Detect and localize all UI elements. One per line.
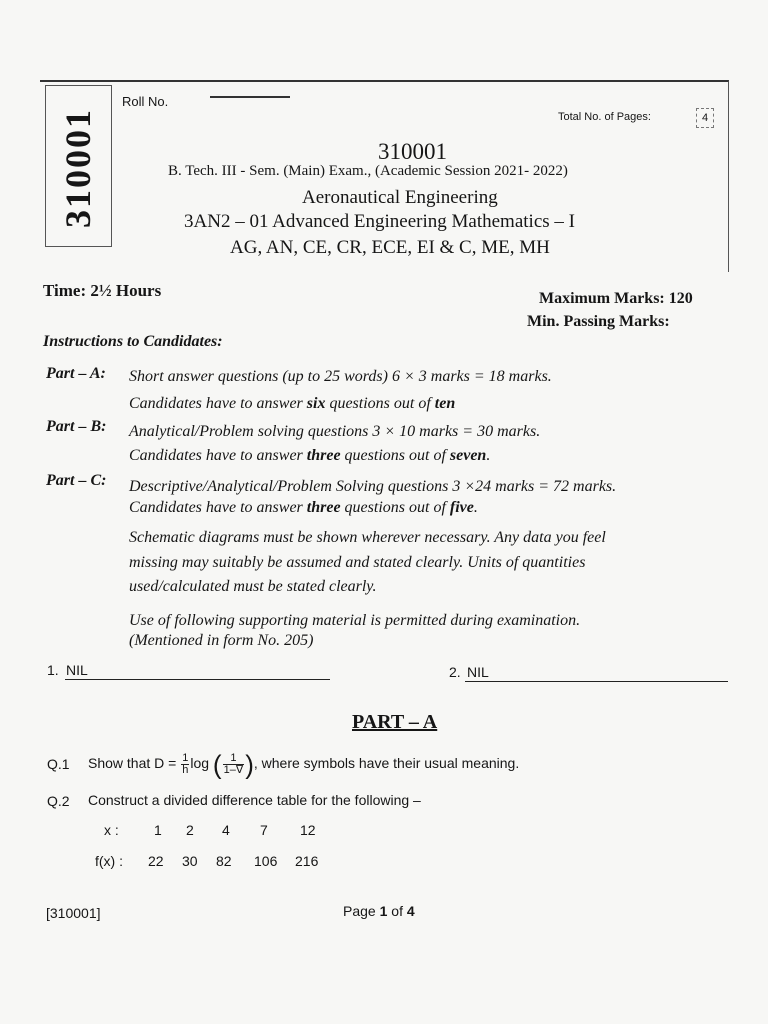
schematic-line1: Schematic diagrams must be shown wherever necessary. Any data you feel	[129, 529, 606, 546]
branches-list: AG, AN, CE, CR, ECE, EI & C, ME, MH	[230, 237, 550, 258]
total-pages-label: Total No. of Pages:	[558, 111, 651, 123]
schematic-line3: used/calculated must be stated clearly.	[129, 578, 377, 595]
table-fx-2: 30	[182, 853, 198, 869]
material-1-value: NIL	[66, 662, 88, 678]
footer-page: Page 1 of 4	[343, 903, 415, 919]
part-c-label: Part – C:	[46, 472, 107, 489]
table-fx-5: 216	[295, 853, 319, 869]
material-1-line	[65, 679, 330, 680]
total-pages-value: 4	[696, 108, 714, 128]
vertical-paper-code-box	[45, 85, 112, 247]
part-c-line1: Descriptive/Analytical/Problem Solving questions 3 ×24 marks = 72 marks.	[129, 478, 617, 495]
roll-no-label: Roll No.	[122, 94, 169, 109]
table-x-2: 2	[186, 822, 194, 838]
schematic-line2: missing may suitably be assumed and stated clearly. Units of quantities	[129, 554, 586, 571]
table-x-3: 4	[222, 822, 230, 838]
part-a-line2: Candidates have to answer six questions out of ten	[129, 395, 456, 412]
q2-number: Q.2	[47, 793, 70, 809]
footer-code: [310001]	[46, 905, 101, 921]
q2-text: Construct a divided difference table for the following –	[88, 792, 421, 808]
part-b-label: Part – B:	[46, 418, 107, 435]
material-2-value: NIL	[467, 664, 489, 680]
part-a-heading: PART – A	[352, 711, 438, 733]
q1-fraction-1: $\frac{1}{h}$	[182, 751, 189, 776]
part-b-line2: Candidates have to answer three questions out of seven.	[129, 447, 491, 464]
vertical-paper-code: 310001	[58, 108, 98, 228]
branch-title: Aeronautical Engineering	[302, 187, 498, 208]
time-label: Time: 2½ Hours	[43, 281, 162, 300]
min-passing-marks: Min. Passing Marks:	[527, 313, 670, 330]
table-fx-label: f(x) :	[95, 853, 123, 869]
material-2-line	[465, 681, 728, 682]
exam-line: B. Tech. III - Sem. (Main) Exam., (Academic Session 2021- 2022)	[168, 163, 568, 179]
material-1-number: 1.	[47, 662, 59, 678]
q1-fraction-2: $\frac{1}{1-\nabla}$	[223, 751, 244, 776]
instructions-heading: Instructions to Candidates:	[43, 333, 223, 350]
max-marks: Maximum Marks: 120	[539, 290, 693, 307]
q1-text: Show that D = $\frac{1}{h}$ log ( $\frac{1}{1-\nabla}$ ), where symbols have their usual meaning.	[88, 749, 520, 780]
table-fx-1: 22	[148, 853, 164, 869]
table-x-5: 12	[300, 822, 316, 838]
material-2-number: 2.	[449, 664, 461, 680]
subject-title: 3AN2 – 01 Advanced Engineering Mathematics – I	[184, 211, 575, 232]
material-line1: Use of following supporting material is permitted during examination.	[129, 612, 581, 629]
table-fx-4: 106	[254, 853, 278, 869]
part-c-line2: Candidates have to answer three questions out of five.	[129, 499, 478, 516]
material-line2: (Mentioned in form No. 205)	[129, 632, 314, 649]
paper-code: 310001	[378, 139, 447, 164]
table-x-label: x :	[104, 822, 119, 838]
table-fx-3: 82	[216, 853, 232, 869]
roll-no-line	[210, 96, 290, 98]
part-a-line1: Short answer questions (up to 25 words) 6 × 3 marks = 18 marks.	[129, 368, 552, 385]
table-x-1: 1	[154, 822, 162, 838]
q1-number: Q.1	[47, 756, 70, 772]
table-x-4: 7	[260, 822, 268, 838]
part-a-label: Part – A:	[46, 365, 106, 382]
part-b-line1: Analytical/Problem solving questions 3 × 10 marks = 30 marks.	[129, 423, 541, 440]
